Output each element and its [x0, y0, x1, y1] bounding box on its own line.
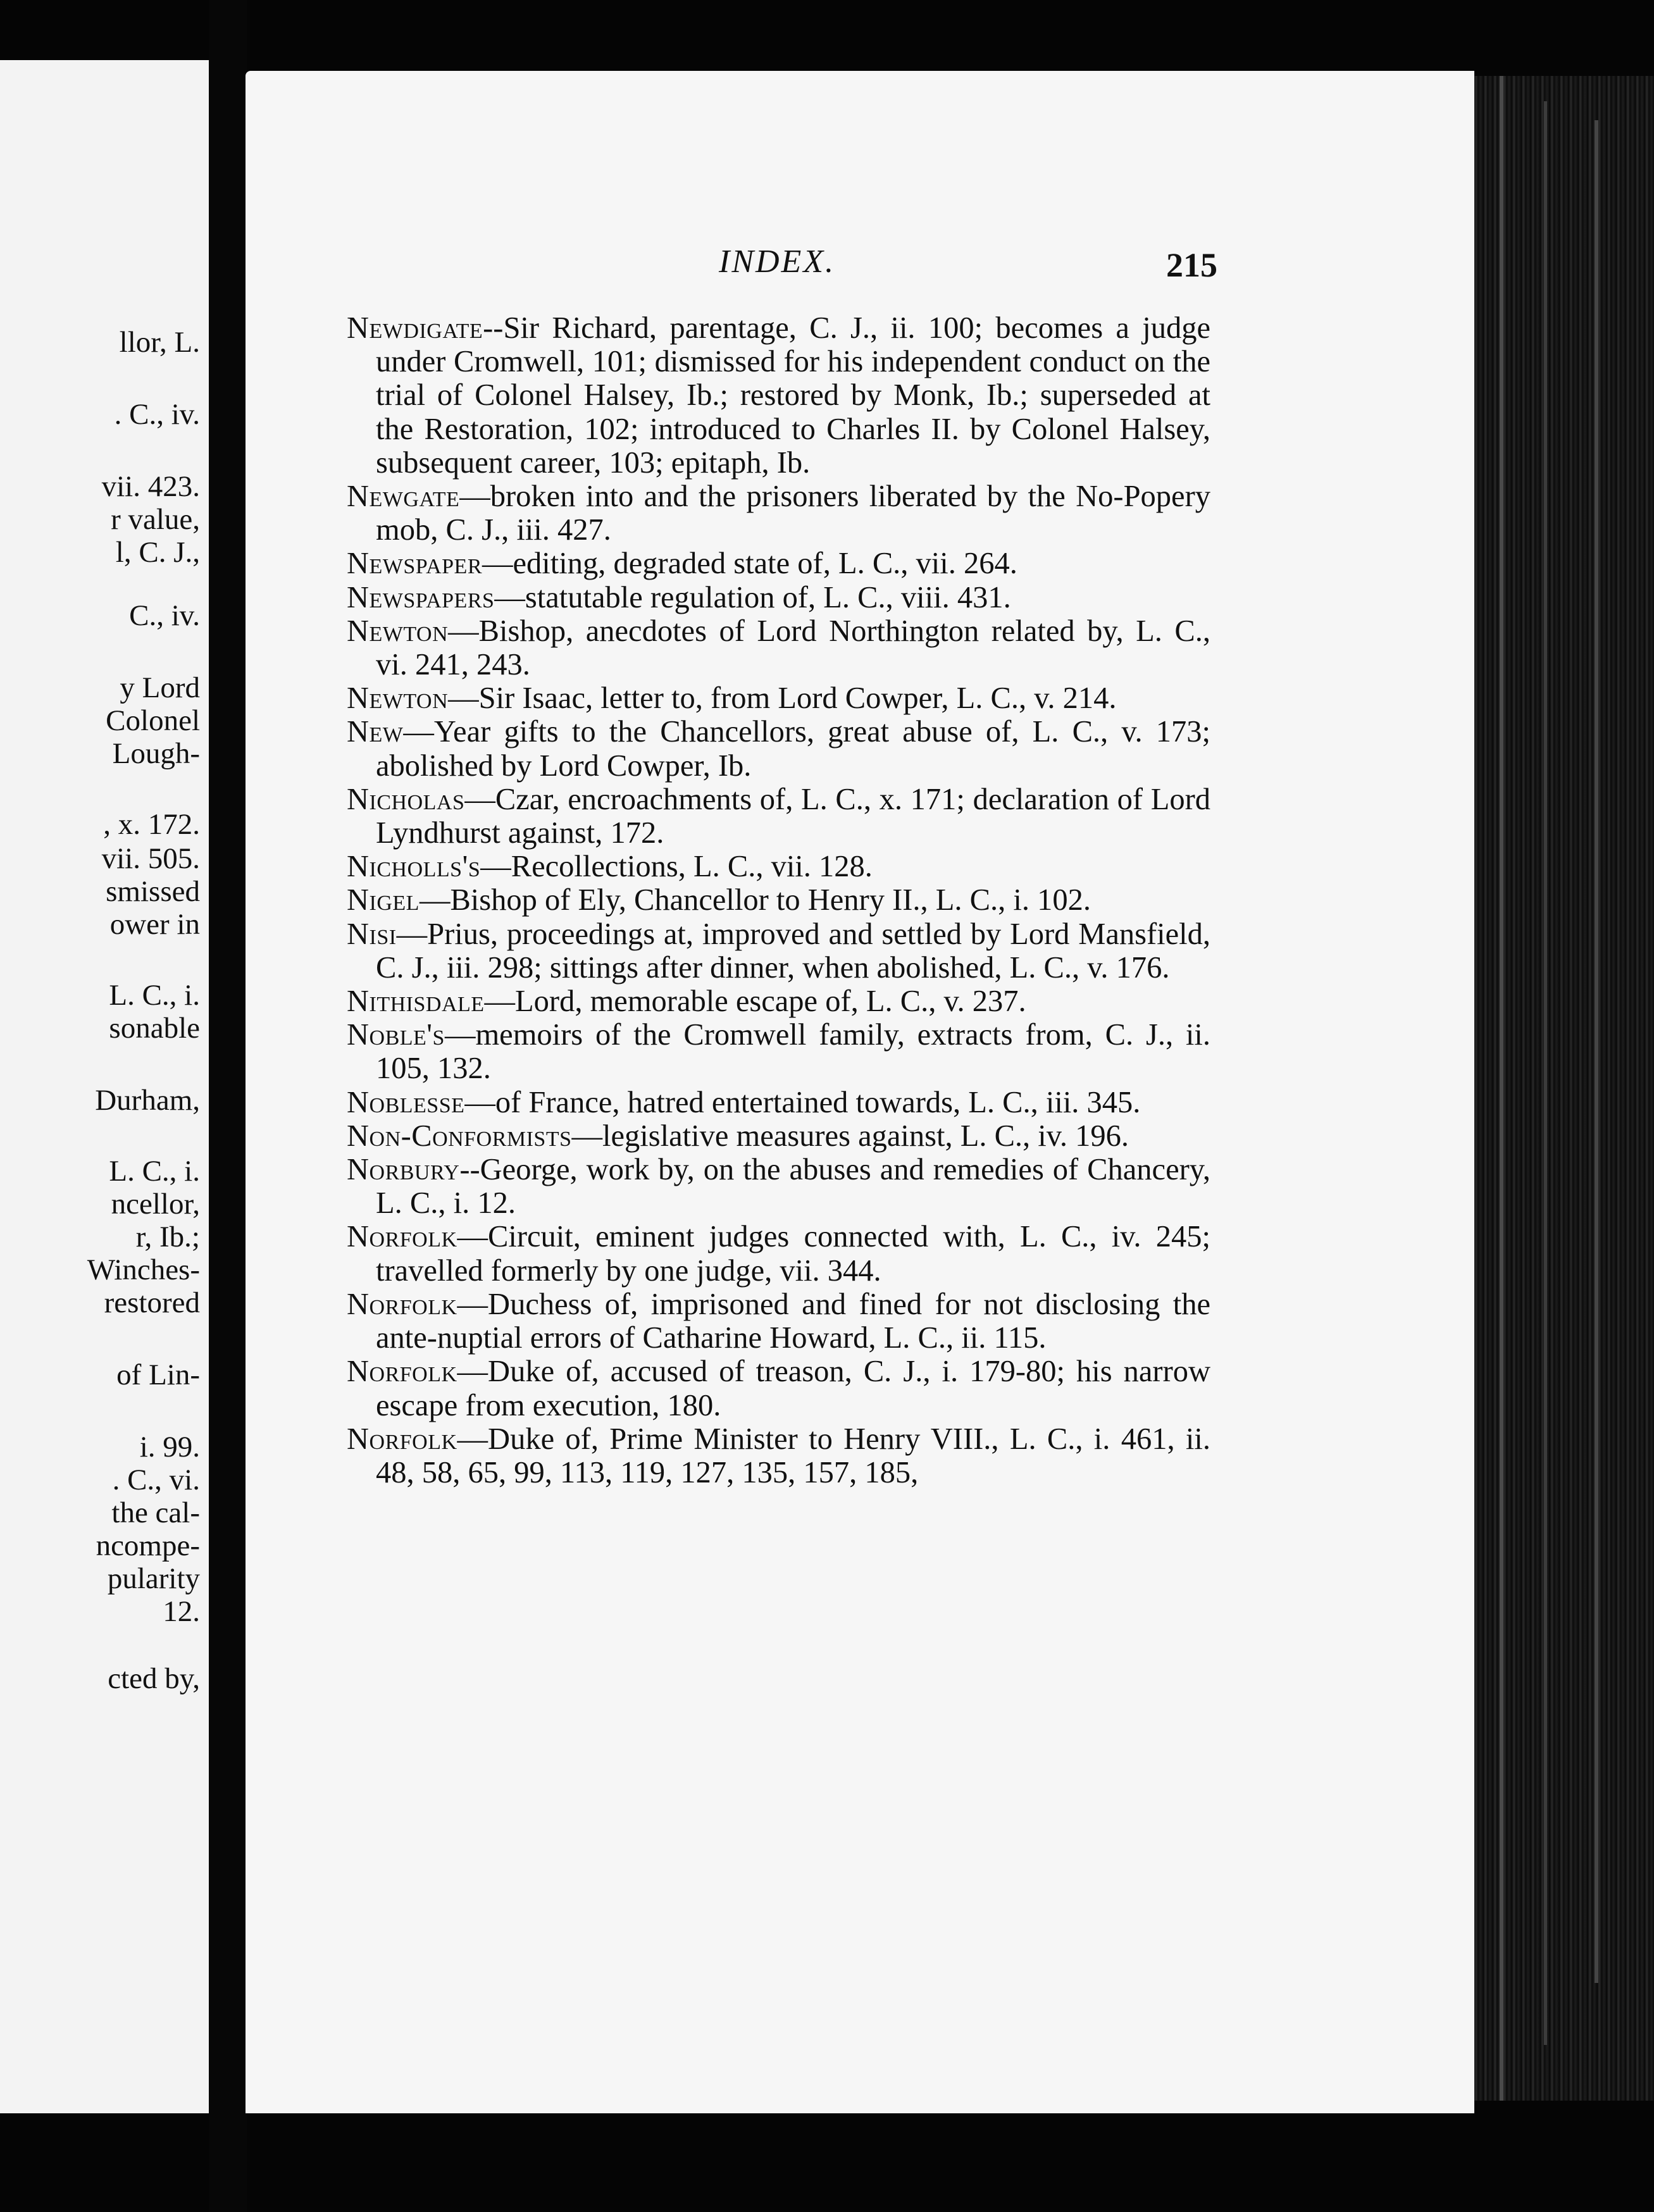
- entry-text: —of France, hatred entertained towards, L. C., iii. 345.: [464, 1085, 1141, 1119]
- entry-text: —Duchess of, imprisoned and fined for not disclosing the ante-nuptial errors of Catharine Howard, L. C., ii. 115.: [376, 1287, 1210, 1355]
- left-page-fragment: L. C., i.: [109, 979, 200, 1012]
- index-entry: [347, 783, 1210, 850]
- entry-text: --George, work by, on the abuses and remedies of Chancery, L. C., i. 12.: [376, 1153, 1210, 1221]
- entry-text: —Bishop, anecdotes of Lord Northington related by, L. C., vi. 241, 243.: [376, 614, 1210, 682]
- index-entry: [347, 581, 1210, 614]
- left-page-fragment: Colonel: [106, 704, 200, 737]
- entry-heading: Norbury: [347, 1153, 460, 1187]
- entry-text: —statutable regulation of, L. C., viii. 431.: [494, 580, 1011, 614]
- index-entry: [347, 1355, 1210, 1422]
- entry-text: —Czar, encroachments of, L. C., x. 171; declaration of Lord Lyndhurst against, 172.: [376, 782, 1210, 850]
- index-page: [246, 71, 1474, 2113]
- index-entry: [347, 1220, 1210, 1287]
- entry-text: —Duke of, accused of treason, C. J., i. 179-80; his narrow escape from execution, 180.: [376, 1355, 1210, 1422]
- left-page-fragment: . C., vi.: [112, 1463, 200, 1496]
- left-page-fragment: vii. 505.: [101, 842, 200, 875]
- entry-heading: New: [347, 715, 404, 749]
- entry-heading: Newspapers: [347, 580, 495, 614]
- book-gutter: [209, 0, 247, 2212]
- page-edge-line: [1595, 120, 1598, 1983]
- entry-heading: Nicholls's: [347, 850, 481, 884]
- left-page-fragment: ower in: [109, 908, 200, 941]
- entry-heading: Nisi: [347, 917, 397, 951]
- left-page-fragment: Lough-: [112, 737, 200, 770]
- entry-heading: Norfolk: [347, 1355, 457, 1389]
- left-page-fragment: r, Ib.;: [135, 1221, 200, 1253]
- entry-heading: Newdigate: [347, 311, 483, 345]
- entry-heading: Nigel: [347, 883, 420, 917]
- entry-text: —editing, degraded state of, L. C., vii. 264.: [482, 547, 1017, 581]
- entry-text: —Prius, proceedings at, improved and settled by Lord Mansfield, C. J., iii. 298; sittings after dinner, when abolished, L. C., v. 176.: [376, 917, 1210, 985]
- index-entry: [347, 1153, 1210, 1220]
- entry-text: —Year gifts to the Chancellors, great abuse of, L. C., v. 173; abolished by Lord Cowper, Ib.: [376, 715, 1210, 783]
- left-page-fragment: vii. 423.: [101, 470, 200, 503]
- entry-text: —Sir Isaac, letter to, from Lord Cowper, L. C., v. 214.: [448, 681, 1117, 716]
- left-page-fragment: of Lin-: [116, 1358, 200, 1391]
- index-entries: [347, 311, 1210, 1489]
- left-page-fragment: restored: [104, 1286, 200, 1319]
- index-entry: [347, 1119, 1210, 1153]
- entry-heading: Nithisdale: [347, 985, 485, 1019]
- entry-heading: Newton: [347, 681, 449, 716]
- entry-text: —Duke of, Prime Minister to Henry VIII., L. C., i. 461, ii. 48, 58, 65, 99, 113, 119, 127, 135, 157, 185,: [376, 1422, 1210, 1489]
- left-page-fragment: Durham,: [95, 1084, 200, 1117]
- index-entry: [347, 1018, 1210, 1085]
- index-entry: [347, 1086, 1210, 1119]
- entry-text: —broken into and the prisoners liberated by the No-Popery mob, C. J., iii. 427.: [376, 480, 1210, 547]
- index-entry: [347, 1288, 1210, 1355]
- left-page-fragment: l, C. J.,: [115, 536, 200, 569]
- left-page-fragment: . C., iv.: [114, 398, 200, 431]
- entry-heading: Nicholas: [347, 782, 465, 816]
- index-entry: [347, 917, 1210, 985]
- entry-text: —Recollections, L. C., vii. 128.: [480, 850, 873, 884]
- page-edge-line: [1544, 101, 1547, 2045]
- entry-heading: Norfolk: [347, 1422, 457, 1456]
- page-edges: [1474, 76, 1654, 2101]
- left-page-fragment: C., iv.: [129, 599, 200, 632]
- index-entry: [347, 480, 1210, 547]
- entry-text: —memoirs of the Cromwell family, extracts from, C. J., ii. 105, 132.: [376, 1018, 1210, 1086]
- left-page-fragment: Winches-: [87, 1253, 200, 1286]
- entry-heading: Newton: [347, 614, 449, 648]
- entry-heading: Norfolk: [347, 1220, 457, 1254]
- left-page-fragment: pularity: [107, 1562, 200, 1595]
- left-page-fragment: 12.: [163, 1595, 200, 1628]
- left-page-fragment: smissed: [106, 875, 200, 908]
- index-entry: [347, 850, 1210, 883]
- left-page-fragment: llor, L.: [119, 326, 200, 359]
- index-entry: [347, 1422, 1210, 1489]
- entry-text: —Lord, memorable escape of, L. C., v. 237.: [484, 985, 1026, 1019]
- left-page-fragment: y Lord: [120, 671, 200, 704]
- entry-text: —Bishop of Ely, Chancellor to Henry II., L. C., i. 102.: [419, 883, 1091, 917]
- entry-text: --Sir Richard, parentage, C. J., ii. 100; becomes a judge under Cromwell, 101; dismissed for his independent conduct on the trial of Colonel Halsey, Ib.; restored by Monk, Ib.; superseded at the Restoration, 102; introduced to Charles II. by Colonel Halsey, subsequent career, 103; epitaph, Ib.: [376, 311, 1210, 480]
- left-page-fragment: r value,: [111, 503, 200, 536]
- left-page-fragment: , x. 172.: [103, 808, 200, 841]
- left-page-fragment: i. 99.: [139, 1431, 200, 1463]
- left-page: [0, 60, 209, 2113]
- entry-heading: Non-Conformists: [347, 1119, 572, 1153]
- entry-text: —Circuit, eminent judges connected with, L. C., iv. 245; travelled formerly by one judge, vii. 344.: [376, 1220, 1210, 1288]
- index-entry: [347, 985, 1210, 1018]
- left-page-fragment: the cal-: [111, 1496, 200, 1529]
- entry-heading: Noble's: [347, 1018, 445, 1052]
- entry-heading: Newspaper: [347, 547, 482, 581]
- index-entry: [347, 311, 1210, 480]
- entry-heading: Newgate: [347, 480, 460, 514]
- index-entry: [347, 681, 1210, 715]
- entry-heading: Norfolk: [347, 1287, 457, 1321]
- left-page-fragment: cted by,: [108, 1662, 200, 1695]
- entry-text: —legislative measures against, L. C., iv. 196.: [571, 1119, 1129, 1153]
- entry-heading: Noblesse: [347, 1085, 465, 1119]
- page-header: [246, 243, 1474, 294]
- left-page-fragment: sonable: [109, 1012, 200, 1045]
- left-page-fragment: ncellor,: [111, 1188, 200, 1221]
- left-page-fragment: L. C., i.: [109, 1155, 200, 1188]
- left-page-fragment: ncompe-: [96, 1529, 200, 1562]
- index-entry: [347, 614, 1210, 681]
- index-entry: [347, 883, 1210, 917]
- running-title: INDEX.: [719, 244, 836, 280]
- index-entry: [347, 715, 1210, 782]
- index-entry: [347, 547, 1210, 580]
- page-number: 215: [1166, 246, 1217, 284]
